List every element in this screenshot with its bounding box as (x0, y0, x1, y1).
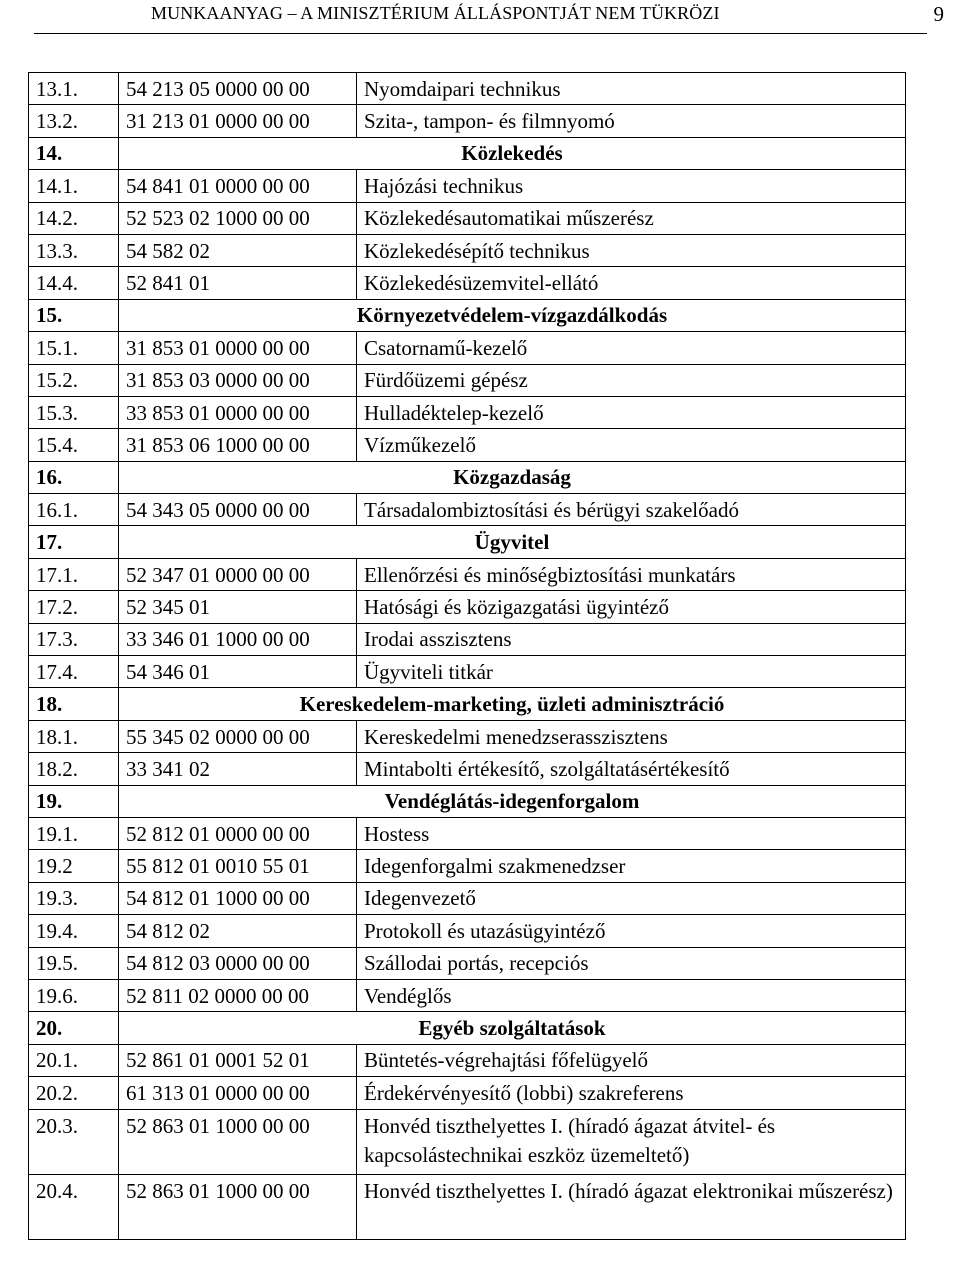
table-row (29, 170, 906, 202)
category-row (29, 785, 906, 817)
qualification-name: Protokoll és utazásügyintéző (357, 915, 906, 947)
qualification-name: Szállodai portás, recepciós (357, 947, 906, 979)
qualification-code: 52 345 01 (119, 591, 357, 623)
item-number: 19.4. (29, 915, 119, 947)
item-number: 20.1. (29, 1044, 119, 1076)
qualification-code: 31 853 03 0000 00 00 (119, 364, 357, 396)
qualification-name: Vendéglős (357, 979, 906, 1011)
table-row (29, 494, 906, 526)
item-number: 20.3. (29, 1109, 119, 1174)
item-number: 17.4. (29, 656, 119, 688)
item-number: 13.2. (29, 105, 119, 137)
category-row (29, 526, 906, 558)
category-number: 20. (29, 1012, 119, 1044)
qualification-code: 33 346 01 1000 00 00 (119, 623, 357, 655)
page-number: 9 (933, 2, 944, 26)
qualification-code: 54 812 03 0000 00 00 (119, 947, 357, 979)
qualification-name: Társadalombiztosítási és bérügyi szakelőadó (357, 494, 906, 526)
table-row (29, 234, 906, 266)
qualification-code: 52 347 01 0000 00 00 (119, 558, 357, 590)
qualification-code: 33 341 02 (119, 753, 357, 785)
qualification-code: 31 853 01 0000 00 00 (119, 332, 357, 364)
qualification-name: Hajózási technikus (357, 170, 906, 202)
category-name: Egyéb szolgáltatások (119, 1012, 906, 1044)
category-number: 18. (29, 688, 119, 720)
qualification-code: 54 812 01 1000 00 00 (119, 882, 357, 914)
qualification-name: Fürdőüzemi gépész (357, 364, 906, 396)
category-name: Közgazdaság (119, 461, 906, 493)
header-title: MUNKAANYAG – A MINISZTÉRIUM ÁLLÁSPONTJÁT NEM TÜKRÖZI (151, 3, 720, 23)
qualification-name: Ügyviteli titkár (357, 656, 906, 688)
table-row (29, 753, 906, 785)
qualification-name: Büntetés-végrehajtási főfelügyelő (357, 1044, 906, 1076)
category-row (29, 461, 906, 493)
qualification-name: Nyomdaipari technikus (357, 73, 906, 105)
table-row (29, 591, 906, 623)
table-row (29, 915, 906, 947)
qualification-code: 54 812 02 (119, 915, 357, 947)
qualification-code: 52 523 02 1000 00 00 (119, 202, 357, 234)
item-number: 19.5. (29, 947, 119, 979)
qualification-code: 54 582 02 (119, 234, 357, 266)
category-number: 17. (29, 526, 119, 558)
qualification-code: 31 213 01 0000 00 00 (119, 105, 357, 137)
table-row (29, 947, 906, 979)
category-row (29, 137, 906, 169)
qualification-name: Közlekedésépítő technikus (357, 234, 906, 266)
qualification-code: 54 346 01 (119, 656, 357, 688)
page-header (0, 0, 960, 40)
table-row (29, 817, 906, 849)
item-number: 13.1. (29, 73, 119, 105)
table-row (29, 558, 906, 590)
qualification-code: 55 812 01 0010 55 01 (119, 850, 357, 882)
item-number: 15.1. (29, 332, 119, 364)
item-number: 15.3. (29, 396, 119, 428)
qualification-name: Idegenforgalmi szakmenedzser (357, 850, 906, 882)
category-row (29, 688, 906, 720)
qualification-code: 33 853 01 0000 00 00 (119, 396, 357, 428)
table-row (29, 332, 906, 364)
qualification-name: Hulladéktelep-kezelő (357, 396, 906, 428)
header-rule (34, 33, 927, 34)
item-number: 17.2. (29, 591, 119, 623)
qualification-code: 52 811 02 0000 00 00 (119, 979, 357, 1011)
qualification-name: Kereskedelmi menedzserasszisztens (357, 720, 906, 752)
qualification-name: Ellenőrzési és minőségbiztosítási munkatárs (357, 558, 906, 590)
table-row (29, 1109, 906, 1174)
category-number: 16. (29, 461, 119, 493)
qualification-name: Érdekérvényesítő (lobbi) szakreferens (357, 1077, 906, 1109)
qualification-code: 52 861 01 0001 52 01 (119, 1044, 357, 1076)
qualification-name: Mintabolti értékesítő, szolgáltatásértékesítő (357, 753, 906, 785)
item-number: 15.2. (29, 364, 119, 396)
category-name: Kereskedelem-marketing, üzleti adminisztráció (119, 688, 906, 720)
qualification-name: Irodai asszisztens (357, 623, 906, 655)
category-number: 15. (29, 299, 119, 331)
qualification-code: 52 863 01 1000 00 00 (119, 1109, 357, 1174)
table-row (29, 882, 906, 914)
item-number: 18.1. (29, 720, 119, 752)
table-row (29, 1174, 906, 1239)
table-row (29, 202, 906, 234)
category-name: Vendéglátás-idegenforgalom (119, 785, 906, 817)
item-number: 13.3. (29, 234, 119, 266)
qualification-name: Közlekedésautomatikai műszerész (357, 202, 906, 234)
qualification-name: Idegenvezető (357, 882, 906, 914)
table-row (29, 720, 906, 752)
category-name: Ügyvitel (119, 526, 906, 558)
item-number: 14.4. (29, 267, 119, 299)
table-row (29, 979, 906, 1011)
table-row (29, 656, 906, 688)
qualification-name: Hatósági és közigazgatási ügyintéző (357, 591, 906, 623)
table-body (29, 73, 906, 1240)
item-number: 19.1. (29, 817, 119, 849)
item-number: 19.3. (29, 882, 119, 914)
qualification-name: Hostess (357, 817, 906, 849)
table-row (29, 73, 906, 105)
qualification-code: 31 853 06 1000 00 00 (119, 429, 357, 461)
qualification-code: 61 313 01 0000 00 00 (119, 1077, 357, 1109)
item-number: 14.2. (29, 202, 119, 234)
qualification-name: Csatornamű-kezelő (357, 332, 906, 364)
qualification-code: 52 841 01 (119, 267, 357, 299)
item-number: 14.1. (29, 170, 119, 202)
category-row (29, 1012, 906, 1044)
table-row (29, 623, 906, 655)
category-number: 14. (29, 137, 119, 169)
category-row (29, 299, 906, 331)
qualification-code: 54 841 01 0000 00 00 (119, 170, 357, 202)
qualifications-table (28, 72, 906, 1240)
item-number: 17.1. (29, 558, 119, 590)
qualification-name: Szita-, tampon- és filmnyomó (357, 105, 906, 137)
qualification-code: 52 863 01 1000 00 00 (119, 1174, 357, 1239)
table-row (29, 105, 906, 137)
qualification-code: 54 343 05 0000 00 00 (119, 494, 357, 526)
table-row (29, 1044, 906, 1076)
table-row (29, 850, 906, 882)
qualification-name: Közlekedésüzemvitel-ellátó (357, 267, 906, 299)
category-name: Környezetvédelem-vízgazdálkodás (119, 299, 906, 331)
category-name: Közlekedés (119, 137, 906, 169)
table-row (29, 429, 906, 461)
item-number: 20.2. (29, 1077, 119, 1109)
qualification-code: 54 213 05 0000 00 00 (119, 73, 357, 105)
item-number: 19.2 (29, 850, 119, 882)
qualification-code: 55 345 02 0000 00 00 (119, 720, 357, 752)
table-row (29, 1077, 906, 1109)
qualification-name: Honvéd tiszthelyettes I. (híradó ágazat elektronikai műszerész) (357, 1174, 906, 1239)
qualification-name: Vízműkezelő (357, 429, 906, 461)
table-row (29, 267, 906, 299)
item-number: 15.4. (29, 429, 119, 461)
category-number: 19. (29, 785, 119, 817)
item-number: 19.6. (29, 979, 119, 1011)
item-number: 17.3. (29, 623, 119, 655)
item-number: 18.2. (29, 753, 119, 785)
table-row (29, 396, 906, 428)
item-number: 20.4. (29, 1174, 119, 1239)
table-row (29, 364, 906, 396)
item-number: 16.1. (29, 494, 119, 526)
qualification-code: 52 812 01 0000 00 00 (119, 817, 357, 849)
qualification-name: Honvéd tiszthelyettes I. (híradó ágazat átvitel- és kapcsolástechnikai eszköz üzemeltető) (357, 1109, 906, 1174)
